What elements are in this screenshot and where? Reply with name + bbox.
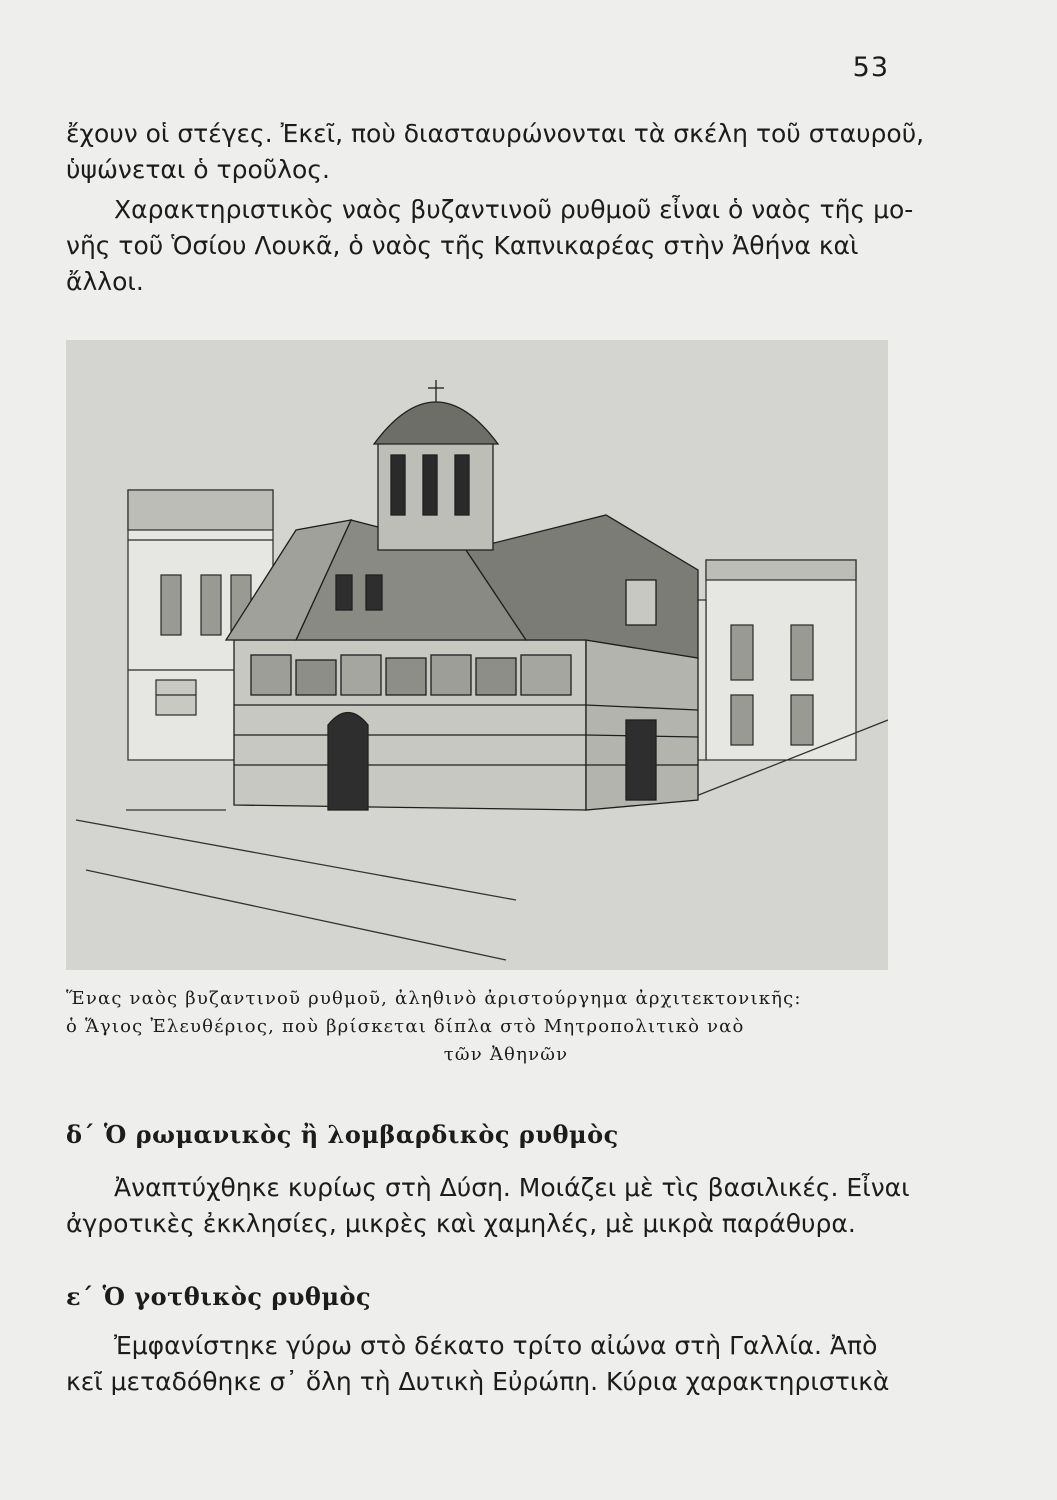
paragraph-byzantine-examples [66,192,914,300]
text-line: ἀγροτικὲς ἐκκλησίες, μικρὲς καὶ χαμηλές, μὲ μικρὰ παράθυρα. [66,1209,856,1238]
text-line: Χαρακτηριστικὸς ναὸς βυζαντινοῦ ρυθμοῦ εἶναι ὁ ναὸς τῆς μο- [114,195,914,224]
text-line: νῆς τοῦ Ὁσίου Λουκᾶ, ὁ ναὸς τῆς Καπνικαρέας στὴν Ἀθήνα καὶ [66,231,859,260]
church-illustration [66,340,888,970]
text-line: ἔχουν οἱ στέγες. Ἐκεῖ, ποὺ διασταυρώνονται τὰ σκέλη τοῦ σταυροῦ, [66,119,925,148]
page-number: 53 [852,52,889,83]
text-line: ἄλλοι. [66,267,144,296]
text-line: ὑψώνεται ὁ τροῦλος. [66,155,330,184]
paragraph-gothic [66,1328,898,1400]
caption-line: Ἕνας ναὸς βυζαντινοῦ ρυθμοῦ, ἀληθινὸ ἀριστούργημα ἀρχιτεκτονικῆς: [66,988,802,1009]
caption-line: τῶν Ἀθηνῶν [443,1044,569,1065]
text-line: Ἀναπτύχθηκε κυρίως στὴ Δύση. Μοιάζει μὲ τὶς βασιλικές. Εἶναι [114,1173,910,1202]
church-body [226,515,698,810]
church-drawing [66,340,888,970]
text-line: Ἐμφανίστηκε γύρω στὸ δέκατο τρίτο αἰώνα στὴ Γαλλία. Ἀπὸ [114,1331,878,1360]
paragraph-roofs [66,116,925,188]
text-line: κεῖ μεταδόθηκε σ᾽ ὅλη τὴ Δυτικὴ Εὐρώπη. Κύρια χαρακτηριστικὰ [66,1367,890,1396]
section-heading-gothic: ε΄ Ὁ γοτθικὸς ρυθμὸς [66,1282,372,1311]
caption-line: ὁ Ἅγιος Ἐλευθέριος, ποὺ βρίσκεται δίπλα στὸ Μητροπολιτικὸ ναὸ [66,1016,745,1037]
figure-caption [66,985,906,1069]
paragraph-romanesque [66,1170,910,1242]
section-heading-romanesque: δ΄ Ὁ ρωμανικὸς ἢ λομβαρδικὸς ρυθμὸς [66,1120,619,1149]
